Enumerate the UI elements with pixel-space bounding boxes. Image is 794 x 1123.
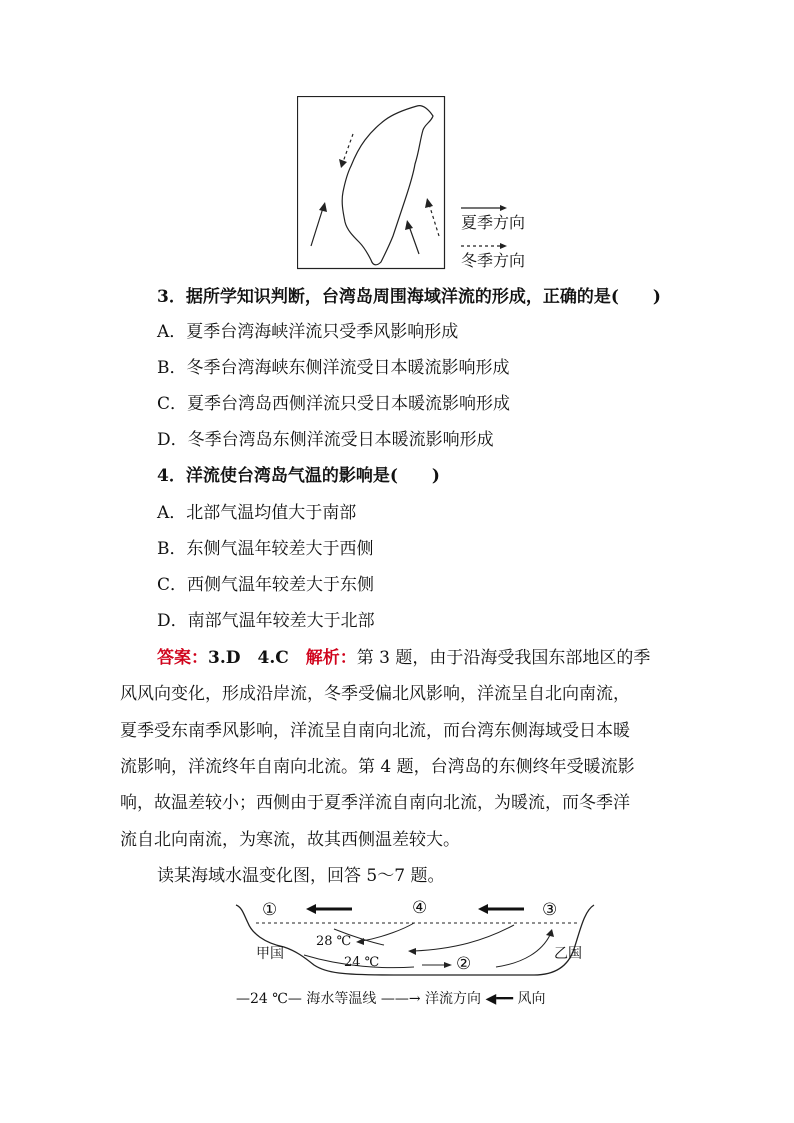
analysis-line-2: 风风向变化，形成沿岸流，冬季受偏北风影响，洋流呈自北向南流， (120, 684, 630, 704)
current-arrow-surface (414, 925, 514, 951)
question-3-option-b: B．冬季台湾海峡东侧洋流受日本暖流影响形成 (157, 358, 510, 378)
marker-1: ① (262, 900, 278, 920)
answer-first-line (157, 647, 717, 669)
question-3-option-c: C．夏季台湾岛西侧洋流只受日本暖流影响形成 (157, 394, 511, 414)
question-4-stem: 4．洋流使台湾岛气温的影响是( ) (157, 466, 440, 486)
answer-label: 答案： (157, 648, 208, 668)
analysis-line-1: 第 3 题，由于沿海受我国东部地区的季 (356, 648, 651, 668)
question-4-option-b: B．东侧气温年较差大于西侧 (157, 539, 374, 559)
winter-arrow-west (343, 134, 353, 162)
legend-winter-label: 冬季方向 (461, 251, 526, 270)
answer-value: 3.D 4.C (208, 648, 306, 668)
summer-arrow-west (311, 208, 323, 246)
analysis-label: 解析： (305, 648, 357, 668)
label-country-yi: 乙国 (554, 946, 582, 962)
label-country-jia: 甲国 (256, 946, 284, 962)
taiwan-island-outline (342, 106, 433, 265)
winter-arrow-east (429, 204, 439, 236)
questions-5-7-intro: 读某海域水温变化图，回答 5～7 题。 (157, 866, 445, 886)
sea-temperature-figure (234, 893, 596, 1013)
summer-arrow-east (409, 226, 419, 254)
taiwan-map-figure (297, 96, 537, 271)
question-3-option-d: D．冬季台湾岛东侧洋流受日本暖流影响形成 (157, 430, 494, 450)
analysis-line-4: 流影响，洋流终年自南向北流。第 4 题，台湾岛的东侧终年受暖流影 (120, 757, 635, 777)
analysis-line-3: 夏季受东南季风影响，洋流呈自南向北流，而台湾东侧海域受日本暖 (120, 721, 630, 741)
map-frame (298, 97, 445, 269)
taiwan-map-svg (297, 96, 537, 271)
analysis-line-5: 响，故温差较小；西侧由于夏季洋流自南向北流，为暖流，而冬季洋 (120, 793, 630, 813)
question-4-option-a: A．北部气温均值大于南部 (157, 503, 357, 523)
question-4-option-d: D．南部气温年较差大于北部 (157, 611, 375, 631)
isotherm-28-label: 28 ℃ (316, 934, 352, 949)
figure2-legend: —24 ℃— 海水等温线 ——→ 洋流方向 ◀━━ 风向 (236, 991, 546, 1007)
marker-3: ③ (542, 900, 558, 920)
current-arrow-surface-west (362, 923, 414, 941)
question-3-stem: 3．据所学知识判断，台湾岛周围海域洋流的形成，正确的是( ) (157, 287, 661, 307)
analysis-line-6: 流自北向南流，为寒流，故其西侧温差较大。 (120, 830, 460, 850)
current-arrow-upwelling (496, 935, 550, 967)
marker-2: ② (456, 954, 472, 974)
marker-4: ④ (412, 898, 428, 918)
isotherm-24-label: 24 ℃ (344, 955, 380, 970)
legend-summer-label: 夏季方向 (461, 213, 526, 232)
question-4-option-c: C．西侧气温年较差大于东侧 (157, 575, 375, 595)
question-3-option-a: A．夏季台湾海峡洋流只受季风影响形成 (157, 322, 459, 342)
